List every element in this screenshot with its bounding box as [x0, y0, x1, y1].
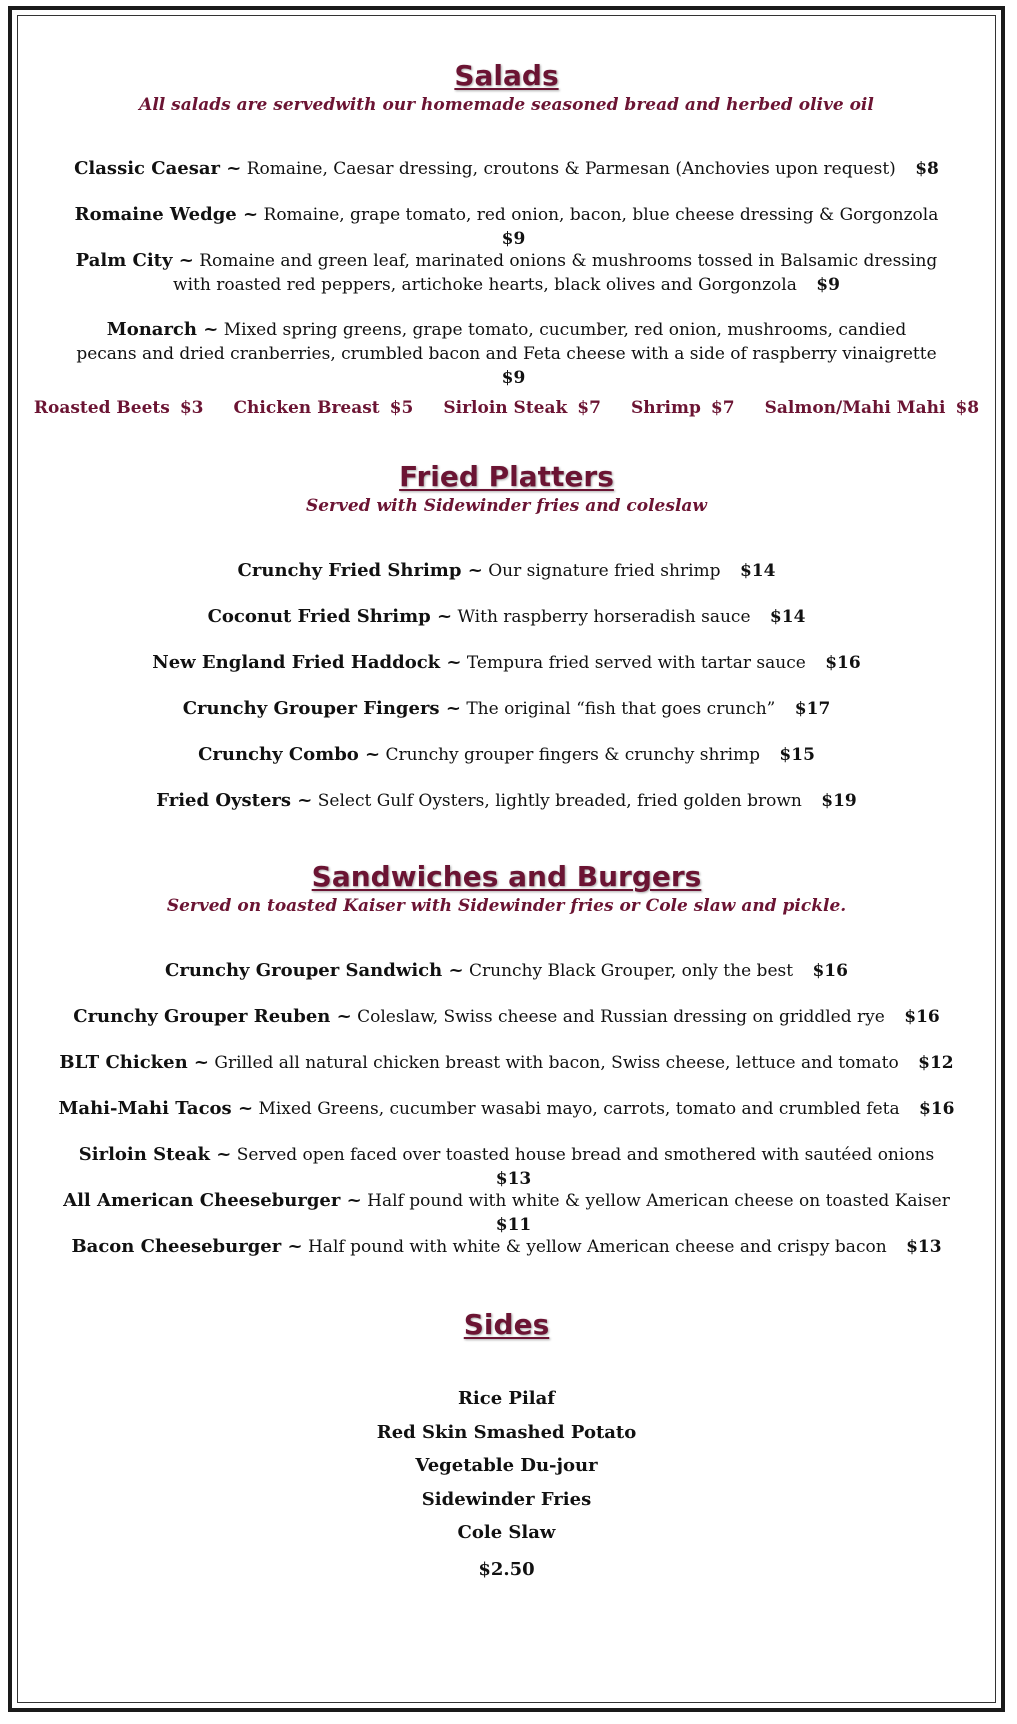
menu-item-classic-caesar: Classic Caesar ~ Romaine, Caesar dressing, croutons & Parmesan (Anchovies upon request) $8	[74, 158, 939, 179]
side-item: Vegetable Du-jour	[415, 1455, 598, 1476]
addon-shrimp: Shrimp $7	[630, 398, 735, 418]
fried-subtitle: Served with Sidewinder fries and coleslaw	[305, 496, 708, 516]
menu-item-crunchy-combo: Crunchy Combo ~ Crunchy grouper fingers & crunchy shrimp $15	[198, 744, 815, 765]
salad-addons	[17, 396, 996, 420]
sides-section	[17, 1307, 996, 1343]
salads-section	[17, 58, 996, 116]
addon-chicken-breast: Chicken Breast $5	[233, 398, 414, 418]
menu-item-american-cheeseburger: All American Cheeseburger ~ Half pound with white & yellow American cheese on toasted Kaiser $11	[63, 1190, 950, 1235]
menu-item-grouper-reuben: Crunchy Grouper Reuben ~ Coleslaw, Swiss cheese and Russian dressing on griddled rye $16	[73, 1006, 940, 1027]
menu-item-grouper-sandwich: Crunchy Grouper Sandwich ~ Crunchy Black Grouper, only the best $16	[165, 960, 848, 981]
menu-item-sirloin-steak: Sirloin Steak ~ Served open faced over toasted house bread and smothered with sautéed onions $13	[78, 1144, 935, 1189]
sandwiches-section	[17, 859, 996, 917]
menu-item-crunchy-fried-shrimp: Crunchy Fried Shrimp ~ Our signature fried shrimp $14	[237, 560, 776, 581]
addon-sirloin-steak: Sirloin Steak $7	[443, 398, 601, 418]
side-item: Red Skin Smashed Potato	[376, 1421, 637, 1443]
menu-item-grouper-fingers: Crunchy Grouper Fingers ~ The original “fish that goes crunch” $17	[182, 698, 831, 719]
fried-section	[17, 459, 996, 517]
sides-price: $2.50	[478, 1558, 535, 1580]
menu-item-blt-chicken: BLT Chicken ~ Grilled all natural chicken breast with bacon, Swiss cheese, lettuce and tomato $12	[59, 1052, 954, 1073]
sandwiches-title: Sandwiches and Burgers	[311, 860, 702, 893]
menu-item-mahi-tacos: Mahi-Mahi Tacos ~ Mixed Greens, cucumber wasabi mayo, carrots, tomato and crumbled feta $16	[58, 1098, 955, 1119]
sandwiches-subtitle: Served on toasted Kaiser with Sidewinder fries or Cole slaw and pickle.	[166, 896, 847, 916]
fried-title: Fried Platters	[399, 460, 614, 493]
addon-salmon-mahi: Salmon/Mahi Mahi $8	[764, 398, 980, 418]
menu-item-monarch: Monarch ~ Mixed spring greens, grape tomato, cucumber, red onion, mushrooms, candied pecans and dried cranberries, crumbled bacon and Feta cheese with a side of raspberry vinaigrette $9	[76, 319, 937, 388]
menu-item-palm-city: Palm City ~ Romaine and green leaf, marinated onions & mushrooms tossed in Balsamic dressing with roasted red peppers, artichoke hearts, black olives and Gorgonzola $9	[75, 250, 938, 295]
addon-roasted-beets: Roasted Beets $3	[33, 398, 204, 418]
menu-item-fried-haddock: New England Fried Haddock ~ Tempura fried served with tartar sauce $16	[152, 652, 861, 673]
menu-item-romaine-wedge: Romaine Wedge ~ Romaine, grape tomato, red onion, bacon, blue cheese dressing & Gorgonzola $9	[74, 204, 939, 249]
menu-item-bacon-cheeseburger: Bacon Cheeseburger ~ Half pound with white & yellow American cheese and crispy bacon $13	[71, 1236, 942, 1257]
side-item: Rice Pilaf	[457, 1388, 556, 1409]
menu-item-fried-oysters: Fried Oysters ~ Select Gulf Oysters, lightly breaded, fried golden brown $19	[156, 790, 857, 811]
sides-title: Sides	[463, 1308, 550, 1341]
side-item: Sidewinder Fries	[421, 1488, 592, 1510]
salads-subtitle: All salads are servedwith our homemade seasoned bread and herbed olive oil	[139, 95, 874, 115]
sides-list	[17, 1382, 996, 1586]
side-item: Cole Slaw	[457, 1522, 556, 1543]
salads-title: Salads	[454, 59, 559, 92]
menu-item-coconut-fried-shrimp: Coconut Fried Shrimp ~ With raspberry horseradish sauce $14	[207, 606, 806, 627]
